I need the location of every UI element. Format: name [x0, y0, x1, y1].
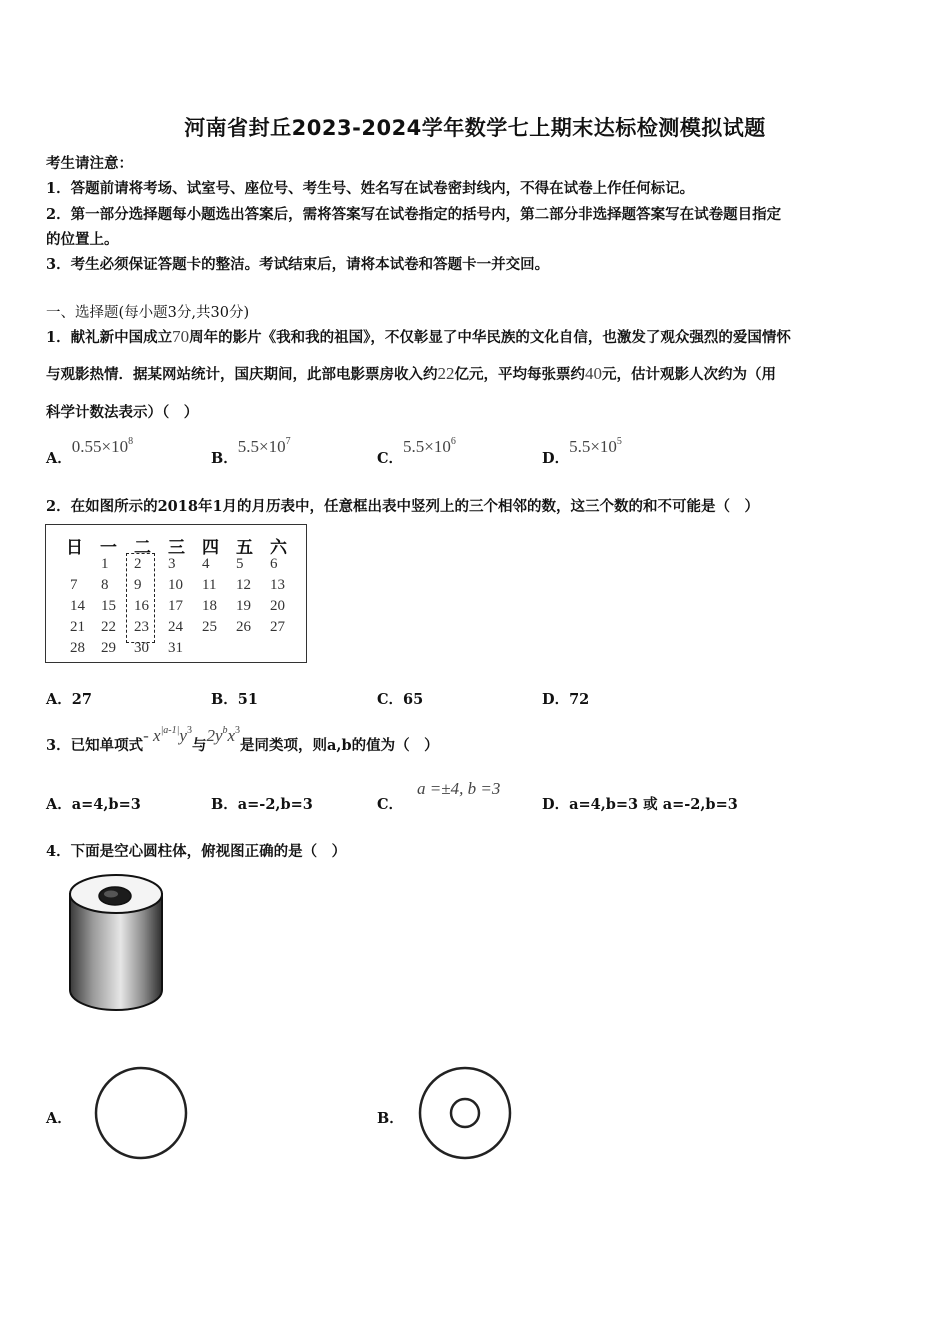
calendar-day: 2 [134, 556, 142, 572]
option-a-circle-figure [92, 1064, 190, 1162]
calendar-weekday: 五 [236, 538, 253, 558]
calendar-day: 29 [101, 640, 116, 656]
calendar-day: 11 [202, 577, 217, 593]
calendar-weekday: 六 [270, 538, 287, 558]
q4-stem: 4．下面是空心圆柱体，俯视图正确的是（ ） [46, 843, 347, 860]
q3-option-b[interactable]: B．a=-2,b=3 [211, 796, 313, 813]
calendar-day: 30 [134, 640, 149, 656]
calendar-day: 27 [270, 619, 285, 635]
calendar-weekday: 日 [66, 538, 83, 558]
q1-option-b[interactable]: B．$5.5\times 10^7$ [211, 436, 291, 467]
calendar-day: 31 [168, 640, 183, 656]
calendar-day: 15 [101, 598, 116, 614]
q2-option-b[interactable]: B．51 [211, 691, 258, 708]
q1-line-1: 1．献礼新中国成立70周年的影片《我和我的祖国》，不仅彰显了中华民族的文化自信，也激发了观众强烈的爱国情怀 [46, 327, 791, 346]
q4-option-b[interactable]: B． [377, 1110, 404, 1127]
calendar-day: 10 [168, 577, 183, 593]
notice-item-3: 3．考生必须保证答题卡的整洁。考试结束后，请将本试卷和答题卡一并交回。 [46, 256, 550, 273]
option-b-ring-figure [416, 1064, 514, 1162]
q1-line-3: 科学计数法表示）（ ） [46, 404, 199, 421]
calendar-day: 21 [70, 619, 85, 635]
q4-option-a[interactable]: A． [46, 1110, 72, 1127]
calendar-day: 1 [101, 556, 109, 572]
calendar-day: 17 [168, 598, 183, 614]
q3-option-c[interactable]: C．a =±4, b =3 [377, 779, 501, 813]
calendar-day: 26 [236, 619, 251, 635]
notice-heading: 考生请注意： [46, 155, 133, 172]
calendar-weekday: 二 [134, 538, 151, 558]
calendar-day: 13 [270, 577, 285, 593]
calendar-day: 6 [270, 556, 278, 572]
calendar-day: 22 [101, 619, 116, 635]
calendar-day: 7 [70, 577, 78, 593]
notice-item-1: 1．答题前请将考场、试室号、座位号、考生号、姓名写在试卷密封线内，不得在试卷上作任何标记。 [46, 180, 695, 197]
q3-option-a[interactable]: A．a=4,b=3 [46, 796, 141, 813]
q1-option-a[interactable]: A．$0.55\times 10^8$ [46, 436, 134, 467]
page-title: 河南省封丘2023-2024学年数学七上期末达标检测模拟试题 [184, 116, 766, 140]
section-heading: 一、选择题(每小题3分,共30分) [46, 305, 250, 321]
calendar-day: 25 [202, 619, 217, 635]
q2-option-d[interactable]: D．72 [542, 691, 590, 708]
calendar-day: 14 [70, 598, 85, 614]
calendar-day: 3 [168, 556, 176, 572]
calendar-day: 5 [236, 556, 244, 572]
calendar-day: 4 [202, 556, 210, 572]
calendar-day: 16 [134, 598, 149, 614]
calendar-day: 18 [202, 598, 217, 614]
calendar-day: 8 [101, 577, 109, 593]
calendar-day: 9 [134, 577, 142, 593]
calendar-day: 23 [134, 619, 149, 635]
calendar-day: 19 [236, 598, 251, 614]
notice-item-2-cont: 的位置上。 [46, 231, 119, 248]
q2-stem: 2．在如图所示的2018年1月的月历表中，任意框出表中竖列上的三个相邻的数，这三个数的和不可能是（ ） [46, 498, 760, 515]
q1-line-2: 与观影热情．据某网站统计，国庆期间，此部电影票房收入约22亿元，平均每张票约40元，估计观影人次约为（用 [46, 364, 776, 383]
q3-stem: 3．已知单项式- $x^{|a-1|}y^3$与$2y^bx^3$是同类项，则a,b的值为（ ） [46, 725, 439, 754]
calendar-day: 20 [270, 598, 285, 614]
calendar-weekday: 四 [202, 538, 219, 558]
q3-option-d[interactable]: D．a=4,b=3 或 a=-2,b=3 [542, 796, 738, 813]
q2-option-a[interactable]: A．27 [46, 691, 92, 708]
calendar-day: 28 [70, 640, 85, 656]
calendar-day: 24 [168, 619, 183, 635]
calendar-day: 12 [236, 577, 251, 593]
calendar-weekday: 三 [168, 538, 185, 558]
q1-option-d[interactable]: D．$5.5\times 10^5$ [542, 436, 622, 467]
q1-option-c[interactable]: C．$5.5\times 10^6$ [377, 436, 456, 467]
calendar-weekday: 一 [100, 538, 117, 558]
notice-item-2: 2．第一部分选择题每小题选出答案后，需将答案写在试卷指定的括号内，第二部分非选择题答案写在试卷题目指定 [46, 206, 782, 223]
hollow-cylinder-figure [66, 872, 166, 1014]
q2-option-c[interactable]: C．65 [377, 691, 424, 708]
calendar-table [45, 524, 307, 663]
